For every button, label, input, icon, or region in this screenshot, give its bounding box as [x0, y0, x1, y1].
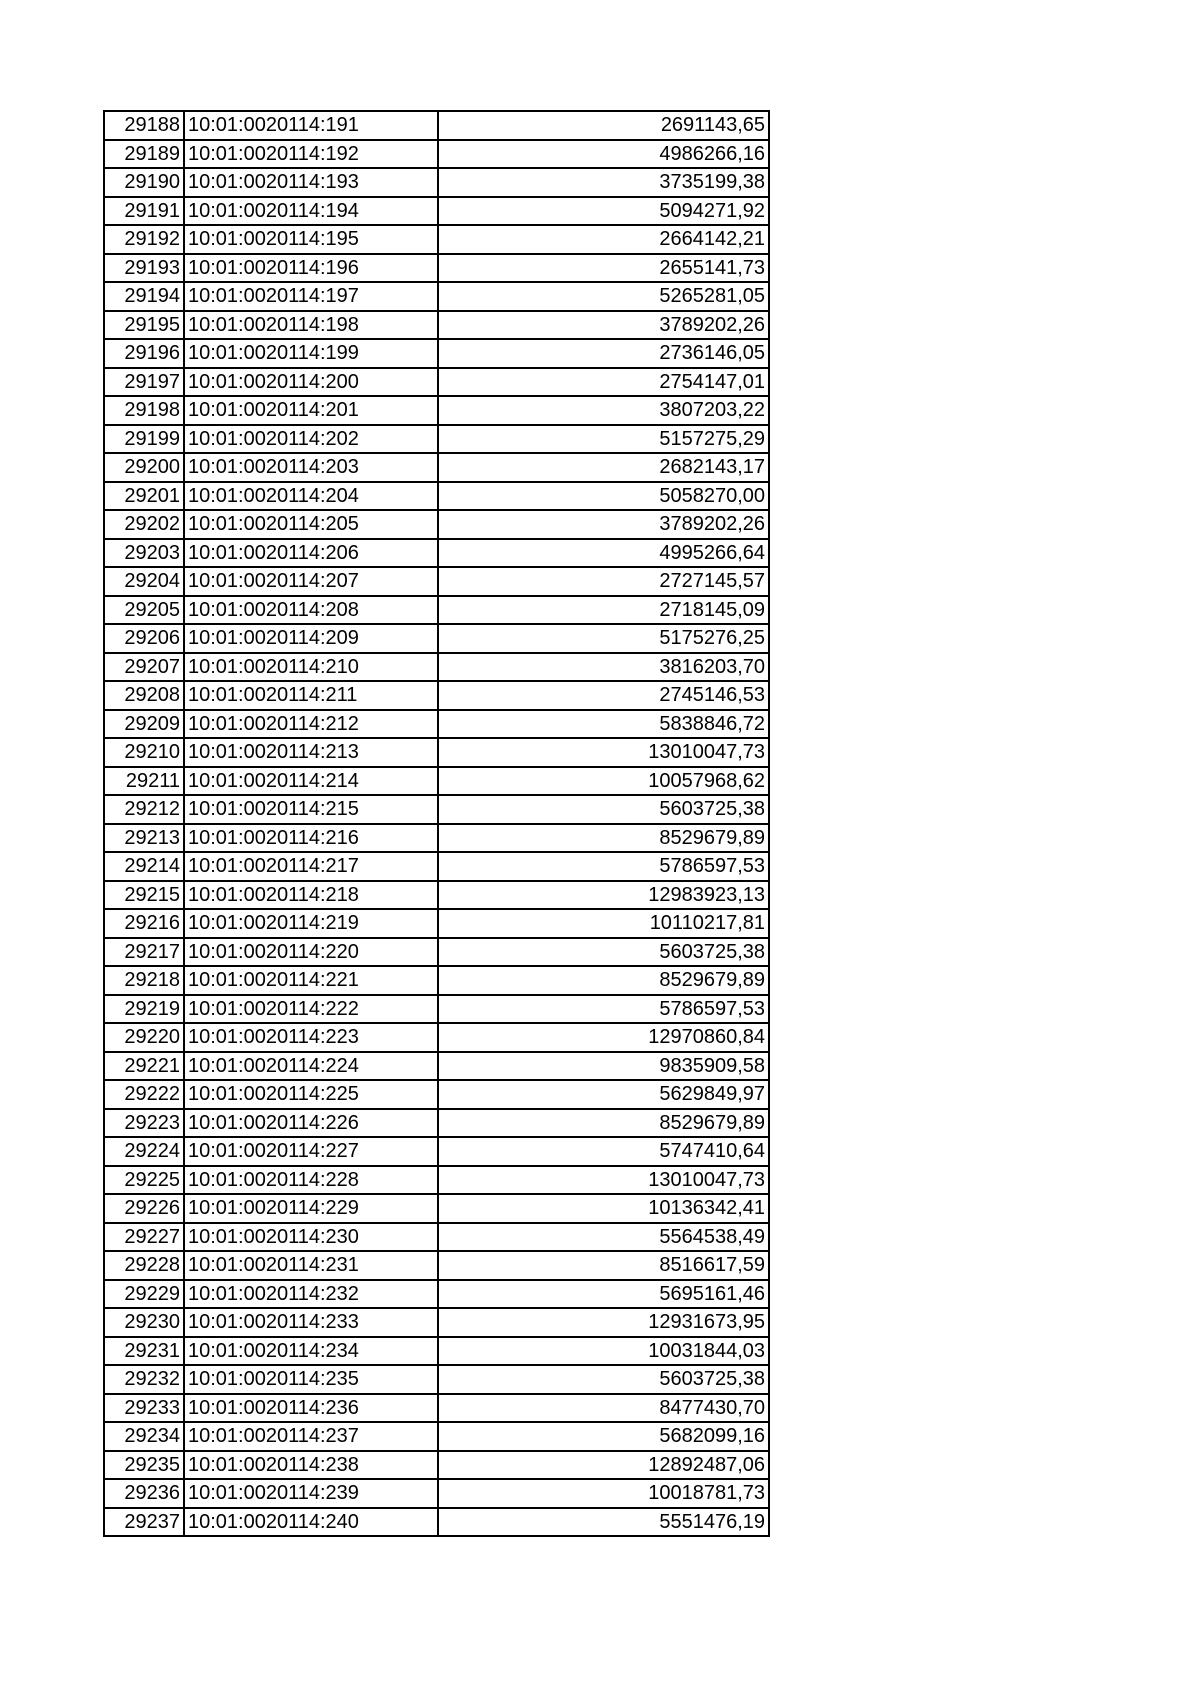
value-cell: 10110217,81	[438, 909, 769, 938]
cadastral-number: 10:01:0020114:209	[184, 624, 438, 653]
row-number: 29235	[104, 1451, 184, 1480]
value-cell: 5265281,05	[438, 282, 769, 311]
table-row	[104, 510, 769, 539]
cadastral-number: 10:01:0020114:201	[184, 396, 438, 425]
cadastral-number: 10:01:0020114:235	[184, 1365, 438, 1394]
table-row	[104, 1422, 769, 1451]
table-row	[104, 425, 769, 454]
value-cell: 3735199,38	[438, 168, 769, 197]
table-row	[104, 539, 769, 568]
table-row	[104, 1508, 769, 1537]
row-number: 29212	[104, 795, 184, 824]
table-row	[104, 368, 769, 397]
cadastral-number: 10:01:0020114:211	[184, 681, 438, 710]
table-row	[104, 1109, 769, 1138]
table-row	[104, 824, 769, 853]
value-cell: 5157275,29	[438, 425, 769, 454]
row-number: 29197	[104, 368, 184, 397]
value-cell: 4995266,64	[438, 539, 769, 568]
table-row	[104, 1023, 769, 1052]
row-number: 29198	[104, 396, 184, 425]
cadastral-number: 10:01:0020114:219	[184, 909, 438, 938]
cadastral-number: 10:01:0020114:222	[184, 995, 438, 1024]
row-number: 29221	[104, 1052, 184, 1081]
cadastral-number: 10:01:0020114:240	[184, 1508, 438, 1537]
table-row	[104, 111, 769, 140]
cadastral-number: 10:01:0020114:232	[184, 1280, 438, 1309]
table-row	[104, 1451, 769, 1480]
row-number: 29190	[104, 168, 184, 197]
table-row	[104, 168, 769, 197]
row-number: 29195	[104, 311, 184, 340]
table-row	[104, 624, 769, 653]
table-row	[104, 881, 769, 910]
value-cell: 3816203,70	[438, 653, 769, 682]
value-cell: 2691143,65	[438, 111, 769, 140]
table-row	[104, 254, 769, 283]
table-row	[104, 710, 769, 739]
row-number: 29192	[104, 225, 184, 254]
value-cell: 5094271,92	[438, 197, 769, 226]
data-table	[103, 110, 770, 1537]
value-cell: 12892487,06	[438, 1451, 769, 1480]
table-row	[104, 795, 769, 824]
table-row	[104, 567, 769, 596]
row-number: 29237	[104, 1508, 184, 1537]
row-number: 29224	[104, 1137, 184, 1166]
table-row	[104, 282, 769, 311]
value-cell: 2727145,57	[438, 567, 769, 596]
table-row	[104, 852, 769, 881]
value-cell: 5058270,00	[438, 482, 769, 511]
row-number: 29214	[104, 852, 184, 881]
row-number: 29226	[104, 1194, 184, 1223]
row-number: 29191	[104, 197, 184, 226]
value-cell: 12983923,13	[438, 881, 769, 910]
row-number: 29223	[104, 1109, 184, 1138]
row-number: 29222	[104, 1080, 184, 1109]
row-number: 29216	[104, 909, 184, 938]
value-cell: 12931673,95	[438, 1308, 769, 1337]
value-cell: 5695161,46	[438, 1280, 769, 1309]
row-number: 29202	[104, 510, 184, 539]
value-cell: 2664142,21	[438, 225, 769, 254]
cadastral-number: 10:01:0020114:206	[184, 539, 438, 568]
value-cell: 10031844,03	[438, 1337, 769, 1366]
row-number: 29204	[104, 567, 184, 596]
row-number: 29233	[104, 1394, 184, 1423]
row-number: 29228	[104, 1251, 184, 1280]
row-number: 29194	[104, 282, 184, 311]
row-number: 29218	[104, 966, 184, 995]
table-row	[104, 1337, 769, 1366]
row-number: 29225	[104, 1166, 184, 1195]
table-row	[104, 225, 769, 254]
table-row	[104, 453, 769, 482]
cadastral-number: 10:01:0020114:208	[184, 596, 438, 625]
value-cell: 8529679,89	[438, 966, 769, 995]
cadastral-number: 10:01:0020114:191	[184, 111, 438, 140]
row-number: 29211	[104, 767, 184, 796]
cadastral-number: 10:01:0020114:227	[184, 1137, 438, 1166]
row-number: 29200	[104, 453, 184, 482]
value-cell: 5175276,25	[438, 624, 769, 653]
row-number: 29234	[104, 1422, 184, 1451]
table-row	[104, 738, 769, 767]
cadastral-number: 10:01:0020114:199	[184, 339, 438, 368]
row-number: 29232	[104, 1365, 184, 1394]
value-cell: 3807203,22	[438, 396, 769, 425]
row-number: 29207	[104, 653, 184, 682]
cadastral-number: 10:01:0020114:228	[184, 1166, 438, 1195]
value-cell: 5747410,64	[438, 1137, 769, 1166]
value-cell: 8529679,89	[438, 1109, 769, 1138]
value-cell: 5786597,53	[438, 995, 769, 1024]
value-cell: 4986266,16	[438, 140, 769, 169]
table-row	[104, 681, 769, 710]
row-number: 29231	[104, 1337, 184, 1366]
value-cell: 3789202,26	[438, 510, 769, 539]
row-number: 29193	[104, 254, 184, 283]
table-row	[104, 1223, 769, 1252]
value-cell: 5603725,38	[438, 795, 769, 824]
table-row	[104, 1251, 769, 1280]
value-cell: 5603725,38	[438, 1365, 769, 1394]
value-cell: 5682099,16	[438, 1422, 769, 1451]
value-cell: 2736146,05	[438, 339, 769, 368]
table-row	[104, 396, 769, 425]
table-row	[104, 995, 769, 1024]
value-cell: 8477430,70	[438, 1394, 769, 1423]
cadastral-number: 10:01:0020114:218	[184, 881, 438, 910]
row-number: 29217	[104, 938, 184, 967]
table-row	[104, 482, 769, 511]
cadastral-number: 10:01:0020114:196	[184, 254, 438, 283]
cadastral-number: 10:01:0020114:200	[184, 368, 438, 397]
row-number: 29210	[104, 738, 184, 767]
value-cell: 2655141,73	[438, 254, 769, 283]
cadastral-number: 10:01:0020114:229	[184, 1194, 438, 1223]
value-cell: 10136342,41	[438, 1194, 769, 1223]
value-cell: 10018781,73	[438, 1479, 769, 1508]
table-row	[104, 966, 769, 995]
cadastral-number: 10:01:0020114:223	[184, 1023, 438, 1052]
table-row	[104, 1365, 769, 1394]
cadastral-number: 10:01:0020114:225	[184, 1080, 438, 1109]
cadastral-number: 10:01:0020114:226	[184, 1109, 438, 1138]
row-number: 29227	[104, 1223, 184, 1252]
row-number: 29213	[104, 824, 184, 853]
table-row	[104, 1137, 769, 1166]
row-number: 29230	[104, 1308, 184, 1337]
value-cell: 5603725,38	[438, 938, 769, 967]
value-cell: 5564538,49	[438, 1223, 769, 1252]
table-row	[104, 1166, 769, 1195]
table-row	[104, 1194, 769, 1223]
value-cell: 8516617,59	[438, 1251, 769, 1280]
cadastral-number: 10:01:0020114:238	[184, 1451, 438, 1480]
row-number: 29215	[104, 881, 184, 910]
table-body	[104, 111, 769, 1536]
value-cell: 8529679,89	[438, 824, 769, 853]
value-cell: 5551476,19	[438, 1508, 769, 1537]
table-row	[104, 1080, 769, 1109]
value-cell: 2682143,17	[438, 453, 769, 482]
cadastral-number: 10:01:0020114:237	[184, 1422, 438, 1451]
cadastral-number: 10:01:0020114:239	[184, 1479, 438, 1508]
row-number: 29209	[104, 710, 184, 739]
cadastral-number: 10:01:0020114:203	[184, 453, 438, 482]
value-cell: 10057968,62	[438, 767, 769, 796]
value-cell: 13010047,73	[438, 738, 769, 767]
row-number: 29189	[104, 140, 184, 169]
table-row	[104, 140, 769, 169]
row-number: 29208	[104, 681, 184, 710]
cadastral-number: 10:01:0020114:221	[184, 966, 438, 995]
table-row	[104, 311, 769, 340]
table-row	[104, 909, 769, 938]
value-cell: 2745146,53	[438, 681, 769, 710]
value-cell: 13010047,73	[438, 1166, 769, 1195]
cadastral-number: 10:01:0020114:217	[184, 852, 438, 881]
value-cell: 5838846,72	[438, 710, 769, 739]
table-row	[104, 1479, 769, 1508]
cadastral-number: 10:01:0020114:230	[184, 1223, 438, 1252]
cadastral-number: 10:01:0020114:192	[184, 140, 438, 169]
table-row	[104, 938, 769, 967]
cadastral-number: 10:01:0020114:224	[184, 1052, 438, 1081]
cadastral-number: 10:01:0020114:236	[184, 1394, 438, 1423]
cadastral-number: 10:01:0020114:220	[184, 938, 438, 967]
row-number: 29220	[104, 1023, 184, 1052]
row-number: 29188	[104, 111, 184, 140]
cadastral-number: 10:01:0020114:193	[184, 168, 438, 197]
cadastral-number: 10:01:0020114:195	[184, 225, 438, 254]
value-cell: 5786597,53	[438, 852, 769, 881]
value-cell: 9835909,58	[438, 1052, 769, 1081]
value-cell: 2754147,01	[438, 368, 769, 397]
row-number: 29199	[104, 425, 184, 454]
cadastral-number: 10:01:0020114:207	[184, 567, 438, 596]
cadastral-number: 10:01:0020114:198	[184, 311, 438, 340]
table-row	[104, 339, 769, 368]
cadastral-number: 10:01:0020114:234	[184, 1337, 438, 1366]
table-row	[104, 653, 769, 682]
row-number: 29203	[104, 539, 184, 568]
value-cell: 2718145,09	[438, 596, 769, 625]
value-cell: 3789202,26	[438, 311, 769, 340]
row-number: 29219	[104, 995, 184, 1024]
row-number: 29205	[104, 596, 184, 625]
table-row	[104, 1394, 769, 1423]
cadastral-number: 10:01:0020114:197	[184, 282, 438, 311]
cadastral-number: 10:01:0020114:204	[184, 482, 438, 511]
value-cell: 5629849,97	[438, 1080, 769, 1109]
table-row	[104, 1280, 769, 1309]
cadastral-number: 10:01:0020114:215	[184, 795, 438, 824]
cadastral-number: 10:01:0020114:231	[184, 1251, 438, 1280]
cadastral-number: 10:01:0020114:194	[184, 197, 438, 226]
table-row	[104, 1052, 769, 1081]
cadastral-number: 10:01:0020114:205	[184, 510, 438, 539]
cadastral-number: 10:01:0020114:214	[184, 767, 438, 796]
cadastral-number: 10:01:0020114:213	[184, 738, 438, 767]
row-number: 29201	[104, 482, 184, 511]
table-row	[104, 596, 769, 625]
row-number: 29229	[104, 1280, 184, 1309]
cadastral-number: 10:01:0020114:212	[184, 710, 438, 739]
value-cell: 12970860,84	[438, 1023, 769, 1052]
cadastral-number: 10:01:0020114:210	[184, 653, 438, 682]
cadastral-number: 10:01:0020114:202	[184, 425, 438, 454]
row-number: 29236	[104, 1479, 184, 1508]
table-row	[104, 1308, 769, 1337]
row-number: 29196	[104, 339, 184, 368]
table-row	[104, 767, 769, 796]
table-row	[104, 197, 769, 226]
cadastral-number: 10:01:0020114:216	[184, 824, 438, 853]
cadastral-number: 10:01:0020114:233	[184, 1308, 438, 1337]
row-number: 29206	[104, 624, 184, 653]
